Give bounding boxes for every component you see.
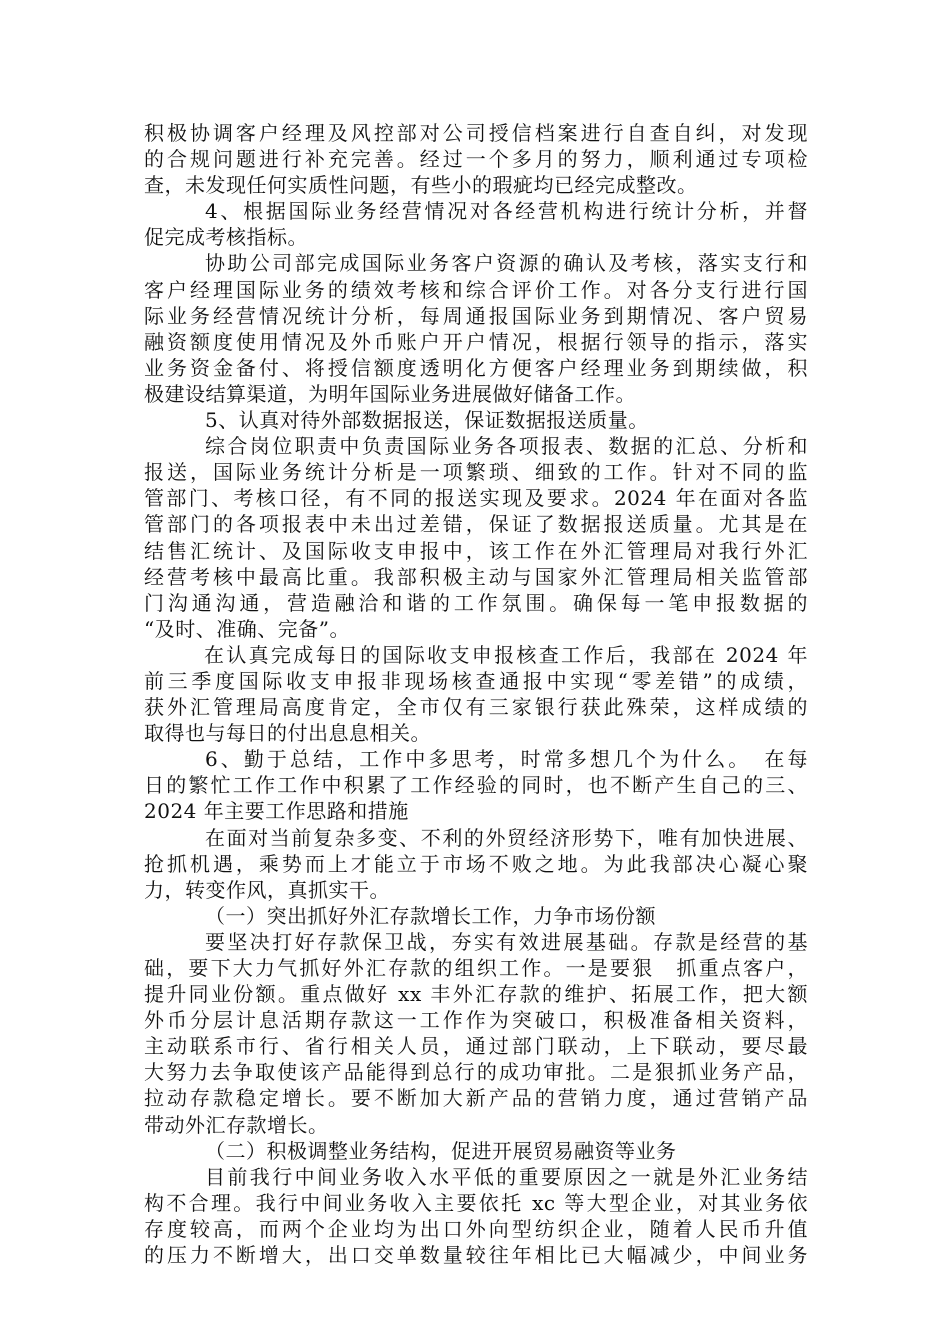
text-line: 前三季度国际收支申报非现场核查通报中实现“零差错”的成绩，	[144, 668, 808, 693]
text-line: 主动联系市行、省行相关人员，通过部门联动，上下联动，要尽最	[144, 1034, 808, 1059]
text-line: 6、勤于总结，工作中多思考，时常多想几个为什么。 在每	[205, 747, 808, 772]
text-line: 存度较高，而两个企业均为出口外向型纺织企业，随着人民币升值	[144, 1216, 808, 1241]
text-line: 外币分层计息活期存款这一工作作为突破口，积极准备相关资料，	[144, 1008, 808, 1033]
text-line: 协助公司部完成国际业务客户资源的确认及考核，落实支行和	[205, 251, 808, 276]
text-line: 在面对当前复杂多变、不利的外贸经济形势下，唯有加快进展、	[205, 825, 808, 850]
text-line: 在认真完成每日的国际收支申报核查工作后，我部在 2024 年	[204, 642, 808, 667]
text-line: 的合规问题进行补充完善。经过一个多月的努力，顺利通过专项检	[144, 147, 808, 172]
text-line: 4、根据国际业务经营情况对各经营机构进行统计分析，并督	[205, 199, 808, 224]
text-line: 际业务经营情况统计分析，每周通报国际业务到期情况、客户贸易	[144, 303, 808, 328]
text-line: 经营考核中最高比重。我部积极主动与国家外汇管理局相关监管部	[144, 564, 808, 589]
text-line: 综合岗位职责中负责国际业务各项报表、数据的汇总、分析和	[205, 434, 808, 459]
text-line: 构不合理。我行中间业务收入主要依托 xc 等大型企业，对其业务依	[144, 1190, 808, 1215]
text-line: 的压力不断增大，出口交单数量较往年相比已大幅减少，中间业务	[144, 1243, 808, 1268]
text-line: 积极协调客户经理及风控部对公司授信档案进行自查自纠，对发现	[144, 121, 808, 145]
text-line: 报送，国际业务统计分析是一项繁琐、细致的工作。针对不同的监	[144, 460, 808, 485]
text-line: 日的繁忙工作工作中积累了工作经验的同时，也不断产生自己的三、	[144, 773, 808, 798]
text-line: 2024 年主要工作思路和措施	[144, 799, 409, 824]
text-line: （一）突出抓好外汇存款增长工作，力争市场份额	[205, 903, 656, 928]
text-line: 结售汇统计、及国际收支申报中，该工作在外汇管理局对我行外汇	[144, 538, 808, 563]
text-line: 查，未发现任何实质性问题，有些小的瑕疵均已经完成整改。	[144, 173, 698, 198]
text-line: 门沟通沟通，营造融洽和谐的工作氛围。确保每一笔申报数据的	[144, 590, 808, 615]
text-line: 拉动存款稳定增长。要不断加大新产品的营销力度，通过营销产品	[144, 1086, 808, 1111]
text-line: （二）积极调整业务结构，促进开展贸易融资等业务	[205, 1138, 677, 1163]
text-line: 融资额度使用情况及外币账户开户情况，根据行领导的指示，落实	[144, 329, 808, 354]
text-line: 管部门、考核口径，有不同的报送实现及要求。2024 年在面对各监	[144, 486, 808, 511]
text-line: “及时、准确、完备”。	[144, 616, 350, 641]
text-line: 极建设结算渠道，为明年国际业务进展做好储备工作。	[144, 381, 636, 406]
text-line: 目前我行中间业务收入水平低的重要原因之一就是外汇业务结	[205, 1164, 808, 1189]
text-line: 带动外汇存款增长。	[144, 1112, 329, 1137]
text-line: 础，要下大力气抓好外汇存款的组织工作。一是要狠 抓重点客户，	[144, 956, 808, 980]
text-line: 大努力去争取使该产品能得到总行的成功审批。二是狠抓业务产品，	[144, 1060, 808, 1085]
text-line: 业务资金备付、将授信额度透明化方便客户经理业务到期续做，积	[144, 355, 808, 380]
text-line: 促完成考核指标。	[144, 225, 308, 250]
text-line: 要坚决打好存款保卫战，夯实有效进展基础。存款是经营的基	[205, 929, 808, 954]
text-line: 获外汇管理局高度肯定，全市仅有三家银行获此殊荣，这样成绩的	[144, 695, 808, 720]
document-body	[144, 120, 808, 1268]
text-line: 抢抓机遇，乘势而上才能立于市场不败之地。为此我部决心凝心聚	[144, 851, 808, 876]
text-line: 客户经理国际业务的绩效考核和综合评价工作。对各分支行进行国	[144, 277, 808, 302]
text-line: 管部门的各项报表中未出过差错，保证了数据报送质量。尤其是在	[144, 512, 808, 537]
text-line: 力，转变作风，真抓实干。	[144, 877, 390, 902]
text-line: 5、认真对待外部数据报送，保证数据报送质量。	[205, 408, 649, 433]
text-line: 取得也与每日的付出息息相关。	[144, 721, 431, 746]
text-line: 提升同业份额。重点做好 xx 丰外汇存款的维护、拓展工作，把大额	[144, 982, 808, 1007]
